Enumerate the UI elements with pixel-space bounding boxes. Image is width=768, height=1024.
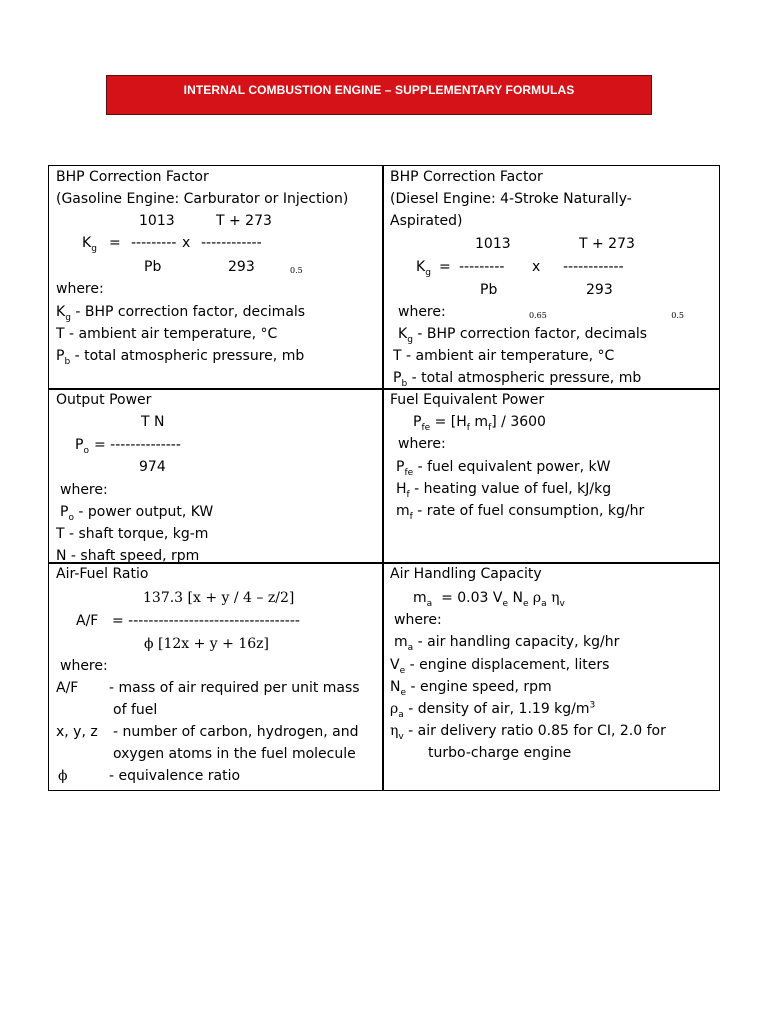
definition-t: T - ambient air temperature, °C — [56, 326, 278, 342]
cell-subtitle: (Gasoline Engine: Carburator or Injection) — [56, 191, 349, 207]
definition-af-symbol: A/F — [56, 680, 79, 696]
times-sign: x — [532, 259, 541, 275]
definition-phi-text: - equivalence ratio — [109, 768, 241, 784]
exponent-1: 0.65 — [529, 311, 547, 320]
definition-pb: $P_b$ - total atmospheric pressure, mb — [393, 370, 642, 389]
cell-title: BHP Correction Factor — [56, 169, 209, 185]
cell-title: Air Handling Capacity — [390, 566, 542, 582]
output-power-cell — [48, 388, 384, 564]
times-sign: x — [182, 235, 191, 251]
where-label: where: — [398, 436, 446, 452]
definition-af-text: - mass of air required per unit mass — [109, 680, 360, 696]
formula: $P_{fe} = [H_f$ $m_f] / 3600$ — [413, 414, 546, 433]
denominator-293: 293 — [228, 259, 255, 275]
page-title: INTERNAL COMBUSTION ENGINE – SUPPLEMENTARY FORMULAS — [183, 83, 575, 97]
numerator: T N — [141, 414, 165, 430]
fraction-bar-2: ------------ — [563, 259, 624, 275]
denominator: 974 — [139, 459, 166, 475]
where-label: where: — [394, 612, 442, 628]
definition-xyz-symbol: x, y, z — [56, 724, 98, 740]
exponent-2: 0.5 — [671, 311, 684, 320]
cell-title: Fuel Equivalent Power — [390, 392, 545, 408]
cell-title: Air-Fuel Ratio — [56, 566, 149, 582]
definition-kg: $K_g$ - BHP correction factor, decimals — [398, 326, 648, 345]
definition-mf: $m_f$ - rate of fuel consumption, kg/hr — [396, 503, 645, 522]
equals-sign: = — [109, 235, 121, 251]
numerator-1013: 1013 — [139, 213, 175, 229]
fuel-power-cell — [382, 388, 720, 564]
definition-eta-cont: turbo-charge engine — [428, 745, 572, 761]
numerator-temp: T + 273 — [579, 236, 635, 252]
definition-ve: $V_e$ - engine displacement, liters — [390, 657, 610, 676]
definition-pfe: $P_{fe}$ - fuel equivalent power, kW — [396, 459, 611, 478]
cell-subtitle: (Diesel Engine: 4-Stroke Naturally- — [390, 191, 632, 207]
definition-xyz-text: - number of carbon, hydrogen, and — [113, 724, 359, 740]
denominator-pb: Pb — [480, 282, 498, 298]
denominator-pb: Pb — [144, 259, 162, 275]
fraction-bar-2: ------------ — [201, 235, 262, 251]
fraction-bar: = ---------------------------------- — [112, 613, 300, 629]
formula-lhs: $K_g$ — [416, 259, 431, 278]
formula-lhs: $P_o$ — [75, 437, 89, 456]
definition-ne: $N_e$ - engine speed, rpm — [390, 679, 552, 698]
formula-lhs: A/F — [76, 613, 99, 629]
numerator: 137.3 [x + y / 4 – z/2] — [143, 590, 295, 606]
cell-title: BHP Correction Factor — [390, 169, 543, 185]
exponent: 0.5 — [290, 266, 303, 275]
where-label: where: — [398, 304, 446, 320]
where-label: where: — [60, 658, 108, 674]
fraction-bar-1: --------- — [459, 259, 505, 275]
where-label: where: — [56, 281, 104, 297]
page-title-banner — [106, 75, 652, 115]
definition-kg: $K_g$ - BHP correction factor, decimals — [56, 304, 306, 323]
air-fuel-cell — [48, 562, 384, 791]
where-label: where: — [60, 482, 108, 498]
denominator: ϕ [12x + y + 16z] — [144, 636, 269, 652]
formula-lhs: $K_g$ — [82, 235, 97, 254]
cell-subtitle-cont: Aspirated) — [390, 213, 463, 229]
bhp-gasoline-cell — [48, 165, 384, 390]
bhp-diesel-cell — [382, 165, 720, 390]
definition-n: N - shaft speed, rpm — [56, 548, 200, 564]
fraction-bar-1: --------- — [131, 235, 177, 251]
definition-xyz-text-cont: oxygen atoms in the fuel molecule — [113, 746, 356, 762]
air-handling-cell — [382, 562, 720, 791]
definition-phi-symbol: ϕ — [58, 768, 68, 784]
definition-ma: $m_a$ - air handling capacity, kg/hr — [394, 634, 620, 653]
definition-po: $P_o$ - power output, KW — [60, 504, 214, 523]
definition-t: T - ambient air temperature, °C — [393, 348, 615, 364]
fraction-bar: = -------------- — [94, 437, 181, 453]
denominator-293: 293 — [586, 282, 613, 298]
cell-title: Output Power — [56, 392, 152, 408]
numerator-1013: 1013 — [475, 236, 511, 252]
definition-pb: $P_b$ - total atmospheric pressure, mb — [56, 348, 305, 367]
definition-hf: $H_f$ - heating value of fuel, kJ/kg — [396, 481, 612, 500]
formula: $m_a = 0.03$ $V_e$ $N_e$ $\rho_a$ $\eta_v$ — [413, 590, 565, 609]
definition-eta: $\eta_v$ - air delivery ratio 0.85 for CI, 2.0 for — [390, 723, 666, 742]
equals-sign: = — [439, 259, 451, 275]
definition-rho: $\rho_a$ - density of air, 1.19 $kg/m^3$ — [390, 700, 596, 720]
definition-t: T - shaft torque, kg-m — [56, 526, 209, 542]
numerator-temp: T + 273 — [216, 213, 272, 229]
definition-af-text-cont: of fuel — [113, 702, 158, 718]
